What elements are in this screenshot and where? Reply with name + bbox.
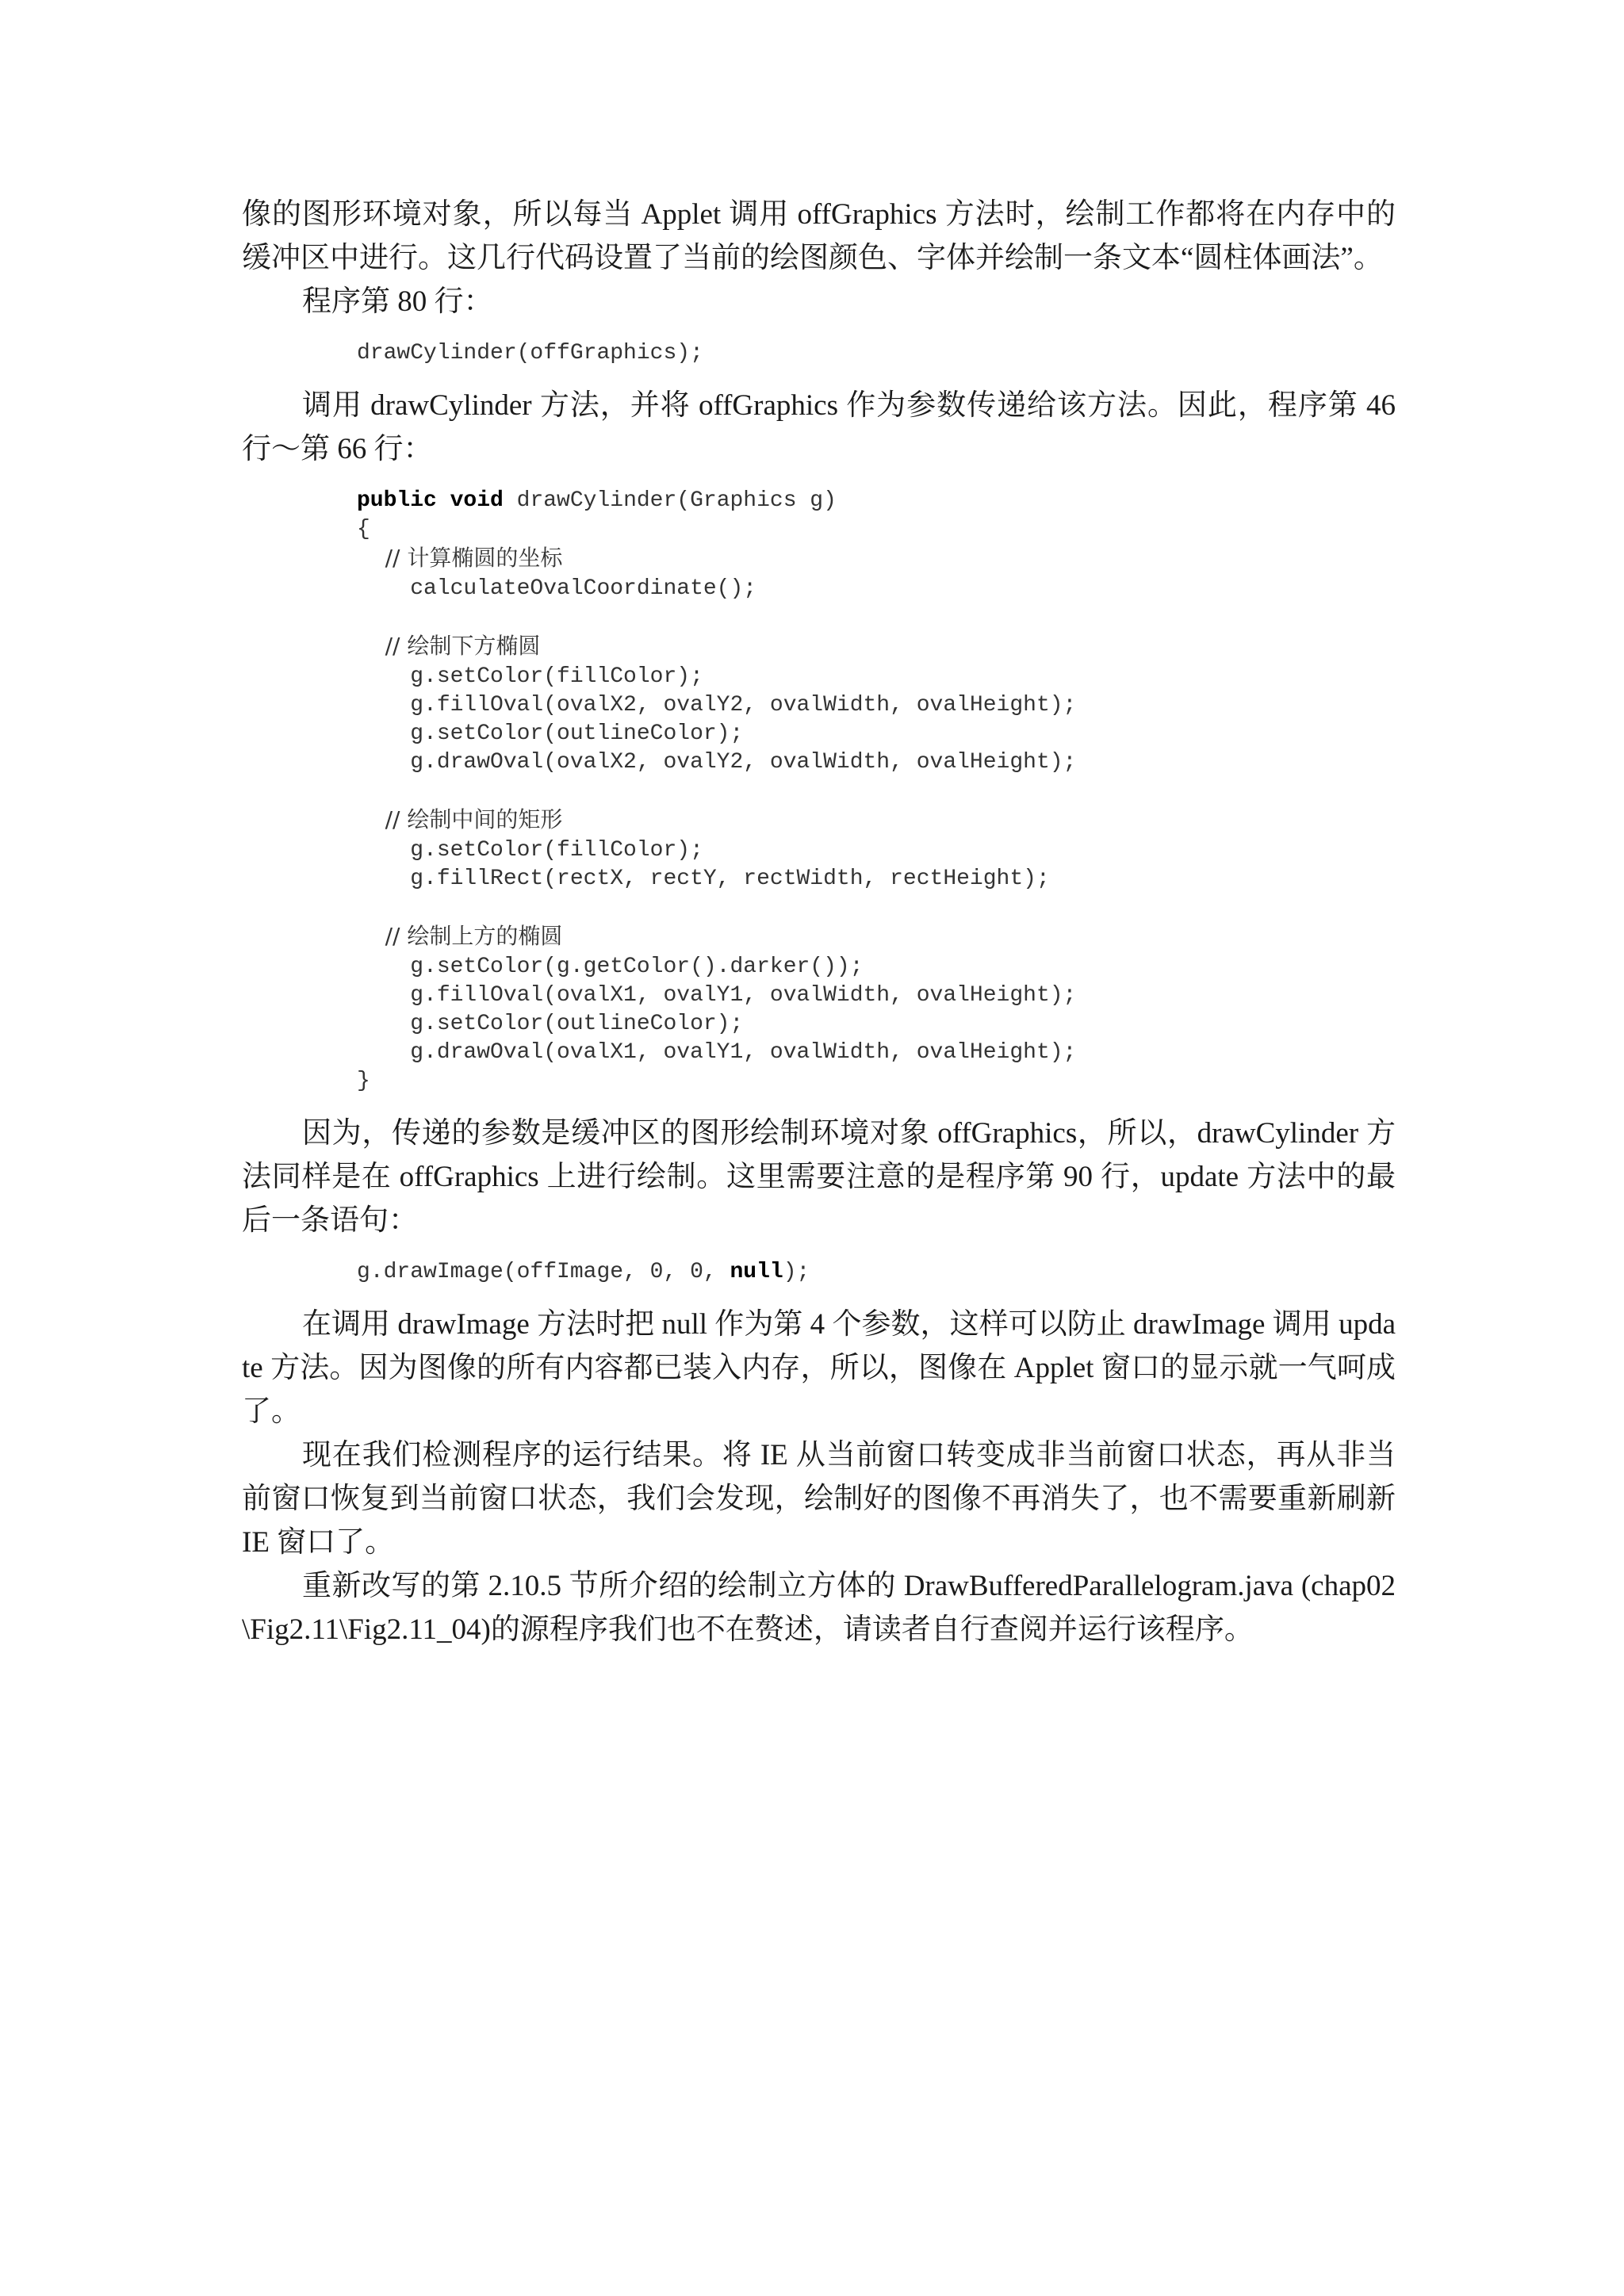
code-line: g.setColor(fillColor); [357, 838, 703, 863]
paragraph-null-parameter: 在调用 drawImage 方法时把 null 作为第 4 个参数，这样可以防止 drawImage 调用 update 方法。因为图像的所有内容都已装入内存，所以，图像在 Applet 窗口的显示就一气呵成了。 [242, 1308, 1396, 1428]
code-keyword: public void [357, 488, 504, 513]
paragraph-test-result: 现在我们检测程序的运行结果。将 IE 从当前窗口转变成非当前窗口状态，再从非当前窗口恢复到当前窗口状态，我们会发现，绘制好的图像不再消失了，也不需要重新刷新 IE 窗口了。 [242, 1439, 1396, 1559]
code-line: g.drawImage(offImage, 0, 0, [357, 1260, 730, 1284]
code-comment: // 计算椭圆的坐标 [357, 545, 563, 571]
paragraph-line-80: 程序第 80 行： [302, 285, 493, 318]
code-comment: // 绘制上方的椭圆 [357, 923, 563, 949]
code-line: drawCylinder(Graphics g) [503, 488, 837, 513]
code-line: calculateOvalCoordinate(); [357, 576, 757, 601]
code-comment: // 绘制下方椭圆 [357, 633, 541, 659]
code-line: drawCylinder(offGraphics); [357, 341, 703, 365]
code-line: g.fillRect(rectX, rectY, rectWidth, rectHeight); [357, 867, 1050, 891]
paragraph-offgraphics: 因为，传递的参数是缓冲区的图形绘制环境对象 offGraphics，所以，drawCylinder 方法同样是在 offGraphics 上进行绘制。这里需要注意的是程序第 90 行，update 方法中的最后一条语句： [242, 1117, 1396, 1237]
document-page [242, 193, 1396, 1651]
code-line: g.drawOval(ovalX2, ovalY2, ovalWidth, ovalHeight); [357, 750, 1077, 775]
code-keyword: null [730, 1260, 783, 1284]
paragraph-continuation: 像的图形环境对象，所以每当 Applet 调用 offGraphics 方法时，绘制工作都将在内存中的缓冲区中进行。这几行代码设置了当前的绘图颜色、字体并绘制一条文本“圆柱体画法”。 [242, 198, 1396, 274]
code-block-drawcylinder-method [242, 487, 1396, 1096]
code-line: g.setColor(fillColor); [357, 664, 703, 689]
code-line: ); [783, 1260, 810, 1284]
code-comment: // 绘制中间的矩形 [357, 806, 563, 832]
code-line: { [357, 517, 370, 541]
paragraph-call-explanation: 调用 drawCylinder 方法，并将 offGraphics 作为参数传递给该方法。因此，程序第 46 行～第 66 行： [242, 389, 1396, 465]
code-line: g.setColor(outlineColor); [357, 721, 744, 746]
code-line: g.drawOval(ovalX1, ovalY1, ovalWidth, ovalHeight); [357, 1040, 1077, 1065]
code-line: g.fillOval(ovalX2, ovalY2, ovalWidth, ovalHeight); [357, 693, 1077, 718]
code-line: g.fillOval(ovalX1, ovalY1, ovalWidth, ovalHeight); [357, 983, 1077, 1008]
code-block-drawimage [242, 1258, 1396, 1287]
code-line: g.setColor(g.getColor().darker()); [357, 955, 864, 979]
code-block-drawcylinder-call [242, 339, 1396, 368]
code-line: g.setColor(outlineColor); [357, 1012, 744, 1036]
code-line: } [357, 1069, 370, 1093]
paragraph-rewrite-note: 重新改写的第 2.10.5 节所介绍的绘制立方体的 DrawBufferedParallelogram.java (chap02\Fig2.11\Fig2.11_04)的源程序我们也不在赘述，请读者自行查阅并运行该程序。 [242, 1570, 1396, 1646]
